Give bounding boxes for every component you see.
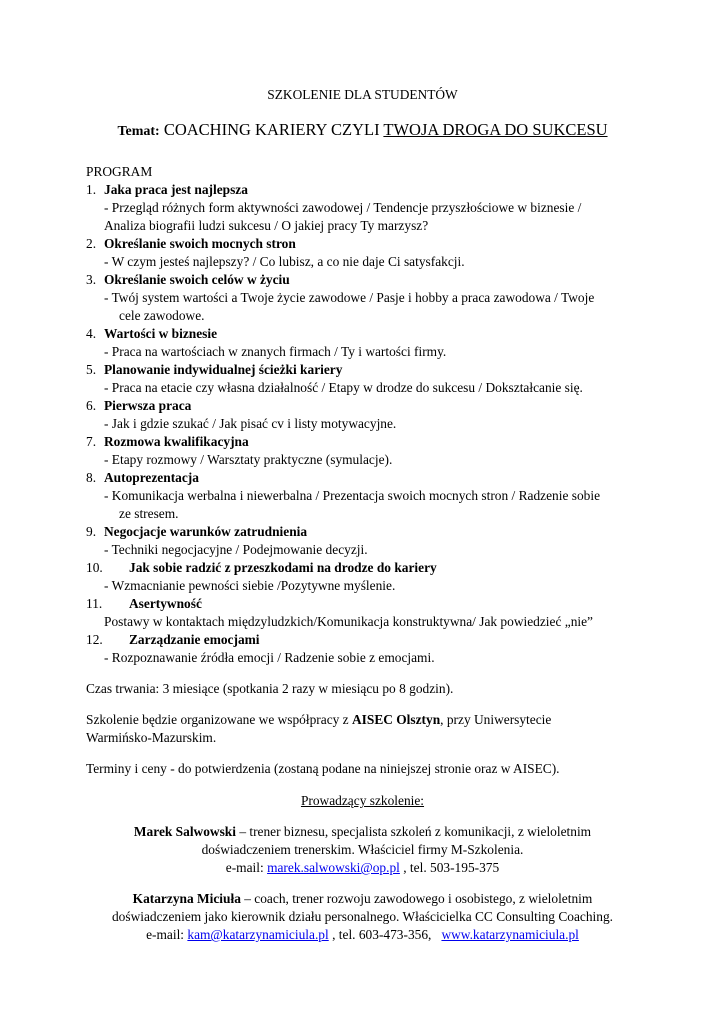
item-title: Określanie swoich mocnych stron: [104, 236, 296, 251]
duration-text: Czas trwania: 3 miesiące (spotkania 2 razy w miesiącu po 8 godzin).: [86, 681, 454, 696]
topic-label: Temat:: [117, 124, 160, 139]
trainer1-name: Marek Salwowski: [133, 824, 236, 839]
item-desc: - Praca na wartościach w znanych firmach / Ty i wartości firmy.: [104, 344, 447, 359]
item-desc: - Praca na etacie czy własna działalność / Etapy w drodze do sukcesu / Dokształcanie się.: [104, 380, 583, 395]
item-number: 1.: [86, 182, 97, 197]
item-title: Jaka praca jest najlepsza: [104, 182, 248, 197]
item-number: 9.: [86, 524, 97, 539]
organization-text-line2: Warmińsko-Mazurskim.: [86, 730, 217, 745]
item-title: Negocjacje warunków zatrudnienia: [104, 524, 308, 539]
item-title: Zarządzanie emocjami: [129, 632, 260, 647]
trainer1-desc: – trener biznesu, specjalista szkoleń z komunikacji, z wieloletnim: [235, 824, 592, 839]
trainer1-contact: [0, 859, 725, 877]
header: SZKOLENIE DLA STUDENTÓW: [267, 87, 458, 102]
org-pre: Szkolenie będzie organizowane we współpracy z: [86, 712, 352, 727]
trainer1-line2: doświadczeniem trenerskim. Właściciel firmy M-Szkolenia.: [201, 842, 524, 857]
item-desc: - Techniki negocjacyjne / Podejmowanie decyzji.: [104, 542, 368, 557]
item-desc: - Jak i gdzie szukać / Jak pisać cv i listy motywacyjne.: [104, 416, 397, 431]
item-title: Wartości w biznesie: [104, 326, 218, 341]
org-post: , przy Uniwersytecie: [440, 712, 552, 727]
item-number: 11.: [86, 596, 103, 611]
item-number: 8.: [86, 470, 97, 485]
item-number: 3.: [86, 272, 97, 287]
topic-text-b: TWOJA DROGA DO SUKCESU: [383, 120, 608, 139]
item-title: Określanie swoich celów w życiu: [104, 272, 290, 287]
item-title: Pierwsza praca: [104, 398, 192, 413]
item-desc: - Komunikacja werbalna i niewerbalna / Prezentacja swoich mocnych stron / Radzenie sobie: [104, 488, 601, 503]
item-desc: - W czym jesteś najlepszy? / Co lubisz, a co nie daje Ci satysfakcji.: [104, 254, 465, 269]
trainer1-phone: , tel. 503-195-375: [399, 860, 500, 875]
item-desc: - Twój system wartości a Twoje życie zawodowe / Pasje i hobby a praca zawodowa / Twoje: [104, 290, 595, 305]
trainer2-line1: [0, 890, 725, 908]
trainer1-line1: [0, 823, 725, 841]
item-title: Asertywność: [129, 596, 202, 611]
item-desc: Postawy w kontaktach międzyludzkich/Komunikacja konstruktywna/ Jak powiedzieć „nie”: [104, 614, 593, 629]
item-number: 12.: [86, 632, 103, 647]
trainer2-desc: – coach, trener rozwoju zawodowego i osobistego, z wieloletnim: [240, 891, 593, 906]
trainer2-email-link[interactable]: kam@katarzynamiciula.pl: [187, 927, 329, 942]
email-label: e-mail:: [146, 927, 188, 942]
program-label: PROGRAM: [86, 164, 153, 179]
item-desc: - Rozpoznawanie źródła emocji / Radzenie sobie z emocjami.: [104, 650, 435, 665]
trainer2-phone: , tel. 603-473-356,: [328, 927, 442, 942]
item-number: 10.: [86, 560, 103, 575]
trainer2-website-link[interactable]: www.katarzynamiciula.pl: [441, 927, 579, 942]
item-number: 2.: [86, 236, 97, 251]
item-desc: - Etapy rozmowy / Warsztaty praktyczne (symulacje).: [104, 452, 393, 467]
item-title: Planowanie indywidualnej ścieżki kariery: [104, 362, 343, 377]
item-number: 6.: [86, 398, 97, 413]
trainer1-email-link[interactable]: marek.salwowski@op.pl: [267, 860, 400, 875]
item-desc: - Wzmacnianie pewności siebie /Pozytywne myślenie.: [104, 578, 396, 593]
org-name: AISEC Olsztyn: [351, 712, 441, 727]
item-title: Rozmowa kwalifikacyjna: [104, 434, 249, 449]
trainer2-line2: doświadczeniem jako kierownik działu personalnego. Właścicielka CC Consulting Coaching.: [111, 909, 614, 924]
page-title: [0, 121, 725, 141]
terms-text: Terminy i ceny - do potwierdzenia (zostaną podane na niniejszej stronie oraz w AISEC).: [86, 761, 560, 776]
email-label: e-mail:: [225, 860, 268, 875]
item-number: 4.: [86, 326, 97, 341]
item-number: 7.: [86, 434, 97, 449]
organization-text: [86, 711, 551, 729]
item-desc: cele zawodowe.: [119, 308, 205, 323]
trainer2-contact: [0, 926, 725, 944]
item-desc: ze stresem.: [119, 506, 179, 521]
item-desc: Analiza biografii ludzi sukcesu / O jakiej pracy Ty marzysz?: [104, 218, 429, 233]
item-title: Autoprezentacja: [104, 470, 199, 485]
trainers-heading: Prowadzący szkolenie:: [300, 793, 425, 808]
topic-text-a: COACHING KARIERY CZYLI: [163, 120, 384, 139]
item-desc: - Przegląd różnych form aktywności zawodowej / Tendencje przyszłościowe w biznesie /: [104, 200, 582, 215]
item-number: 5.: [86, 362, 97, 377]
item-title: Jak sobie radzić z przeszkodami na drodze do kariery: [129, 560, 437, 575]
trainer2-name: Katarzyna Miciuła: [132, 891, 241, 906]
